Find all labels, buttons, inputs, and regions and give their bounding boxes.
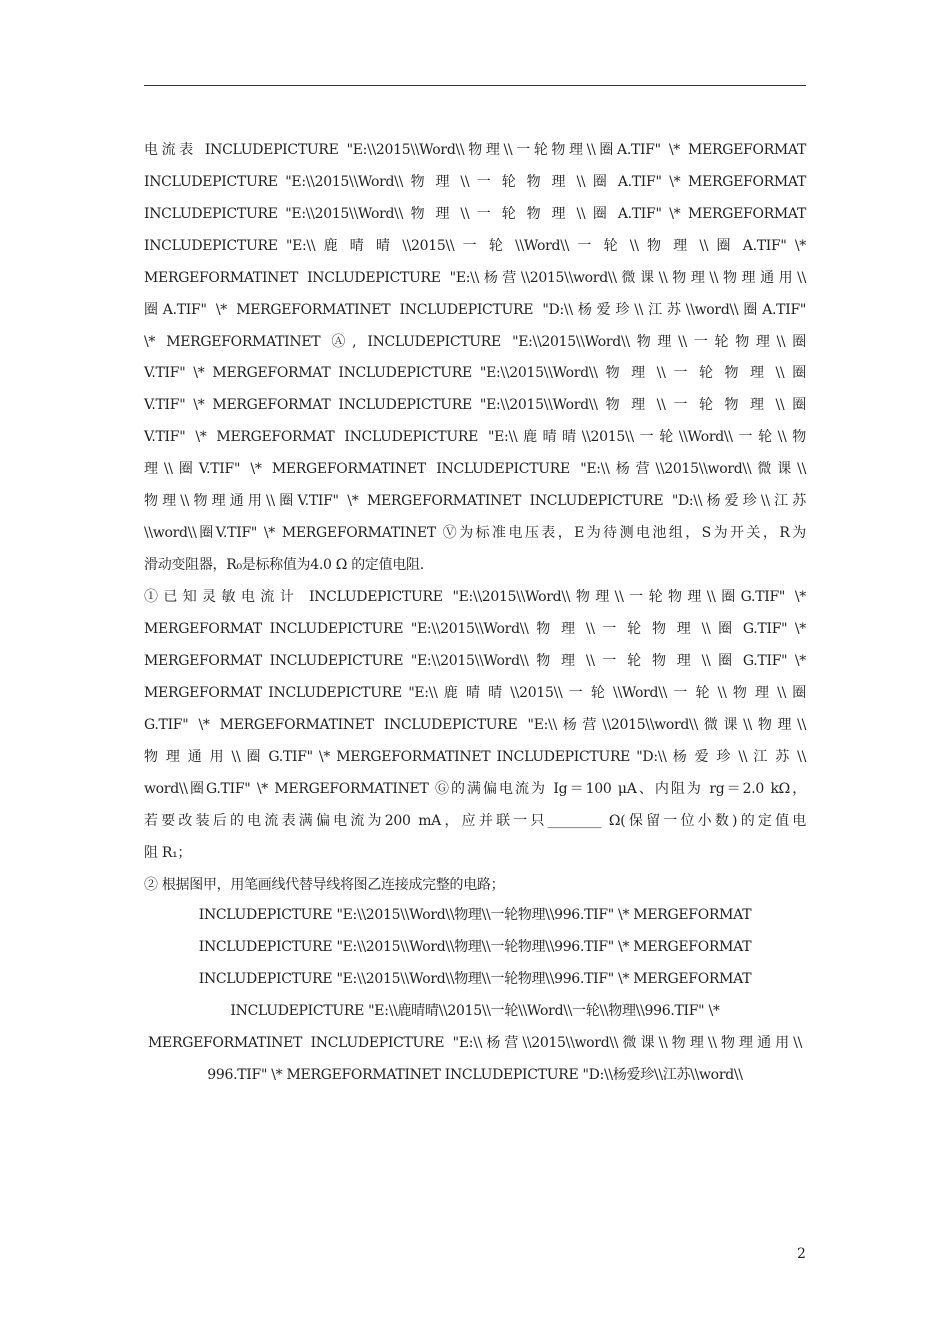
page-number: 2 bbox=[797, 1246, 806, 1262]
text-line: INCLUDEPICTURE "E:\\2015\\Word\\ 物 理 \\ 一 轮 物 理 \\ 圈 A.TIF" \* MERGEFORMAT bbox=[144, 174, 806, 190]
text-line: INCLUDEPICTURE "E:\\2015\\Word\\物理\\一轮物理\\996.TIF" \* MERGEFORMAT bbox=[198, 907, 752, 923]
text-line: MERGEFORMATINET INCLUDEPICTURE "E:\\杨营\\2015\\word\\微课\\物理\\物理通用\\ bbox=[144, 270, 806, 286]
text-line: V.TIF" \* MERGEFORMAT INCLUDEPICTURE "E:\\鹿晴晴\\2015\\一轮\\Word\\一轮\\物 bbox=[144, 429, 806, 445]
header-rule bbox=[144, 85, 806, 86]
text-line: V.TIF" \* MERGEFORMAT INCLUDEPICTURE "E:\\2015\\Word\\ 物 理 \\ 一 轮 物 理 \\ 圈 bbox=[144, 397, 806, 413]
text-line: INCLUDEPICTURE "E:\\2015\\Word\\物理\\一轮物理\\996.TIF" \* MERGEFORMAT bbox=[198, 971, 752, 987]
text-line: \\word\\圈V.TIF" \* MERGEFORMATINET Ⓥ为标准电压表，E为待测电池组，S为开关，R为 bbox=[144, 525, 806, 541]
text-line: INCLUDEPICTURE "E:\\ 鹿 晴 晴 \\2015\\ 一 轮 \\Word\\ 一 轮 \\ 物 理 \\ 圈 A.TIF" \* bbox=[144, 238, 806, 254]
text-line: INCLUDEPICTURE "E:\\鹿晴晴\\2015\\一轮\\Word\\一轮\\物理\\996.TIF" \* bbox=[230, 1003, 720, 1019]
text-line: word\\圈G.TIF" \* MERGEFORMATINET Ⓖ的满偏电流为 Ig＝100 μA、内阻为 rg＝2.0 kΩ， bbox=[144, 781, 806, 797]
text-line: 物理\\物理通用\\圈V.TIF" \* MERGEFORMATINET INCLUDEPICTURE "D:\\杨爱珍\\江苏 bbox=[144, 493, 806, 509]
text-line: MERGEFORMAT INCLUDEPICTURE "E:\\ 鹿 晴 晴 \\2015\\ 一 轮 \\Word\\ 一 轮 \\ 物 理 \\ 圈 bbox=[144, 685, 806, 701]
text-line: 圈A.TIF" \* MERGEFORMATINET INCLUDEPICTURE "D:\\杨爱珍\\江苏\\word\\圈A.TIF" bbox=[144, 302, 806, 318]
text-line: V.TIF" \* MERGEFORMAT INCLUDEPICTURE "E:\\2015\\Word\\ 物 理 \\ 一 轮 物 理 \\ 圈 bbox=[144, 365, 806, 381]
text-line: INCLUDEPICTURE "E:\\2015\\Word\\ 物 理 \\ 一 轮 物 理 \\ 圈 A.TIF" \* MERGEFORMAT bbox=[144, 206, 806, 222]
text-line: 阻 R₁； bbox=[144, 845, 192, 861]
text-line: 滑动变阻器，R₀是标称值为4.0 Ω 的定值电阻. bbox=[144, 557, 424, 573]
text-line: \* MERGEFORMATINET Ⓐ, INCLUDEPICTURE "E:\\2015\\Word\\物理\\一轮物理\\圈 bbox=[144, 334, 806, 350]
text-line: 电流表 INCLUDEPICTURE "E:\\2015\\Word\\物理\\一轮物理\\圈A.TIF" \* MERGEFORMAT bbox=[144, 142, 806, 158]
text-line: 996.TIF" \* MERGEFORMATINET INCLUDEPICTURE "D:\\杨爱珍\\江苏\\word\\ bbox=[207, 1067, 743, 1083]
text-line: MERGEFORMAT INCLUDEPICTURE "E:\\2015\\Word\\ 物 理 \\ 一 轮 物 理 \\ 圈 G.TIF" \* bbox=[144, 653, 806, 669]
text-line: 物 理 通 用 \\ 圈 G.TIF" \* MERGEFORMATINET INCLUDEPICTURE "D:\\ 杨 爱 珍 \\ 江 苏 \\ bbox=[144, 749, 806, 765]
text-line: ② 根据图甲，用笔画线代替导线将图乙连接成完整的电路； bbox=[144, 877, 505, 893]
text-line: 理\\圈V.TIF" \* MERGEFORMATINET INCLUDEPICTURE "E:\\杨营\\2015\\word\\微课\\ bbox=[144, 461, 806, 477]
text-line: G.TIF" \* MERGEFORMATINET INCLUDEPICTURE "E:\\杨营\\2015\\word\\微课\\物理\\ bbox=[144, 717, 806, 733]
text-line: ①已知灵敏电流计 INCLUDEPICTURE "E:\\2015\\Word\\物理\\一轮物理\\圈G.TIF" \* bbox=[144, 589, 806, 605]
text-line: 若要改装后的电流表满偏电流为200 mA，应并联一只________ Ω(保留一位小数)的定值电 bbox=[144, 813, 806, 829]
text-line: MERGEFORMAT INCLUDEPICTURE "E:\\2015\\Word\\ 物 理 \\ 一 轮 物 理 \\ 圈 G.TIF" \* bbox=[144, 621, 806, 637]
text-line: MERGEFORMATINET INCLUDEPICTURE "E:\\杨营\\2015\\word\\微课\\物理\\物理通用\\ bbox=[148, 1035, 802, 1051]
text-line: INCLUDEPICTURE "E:\\2015\\Word\\物理\\一轮物理\\996.TIF" \* MERGEFORMAT bbox=[198, 939, 752, 955]
